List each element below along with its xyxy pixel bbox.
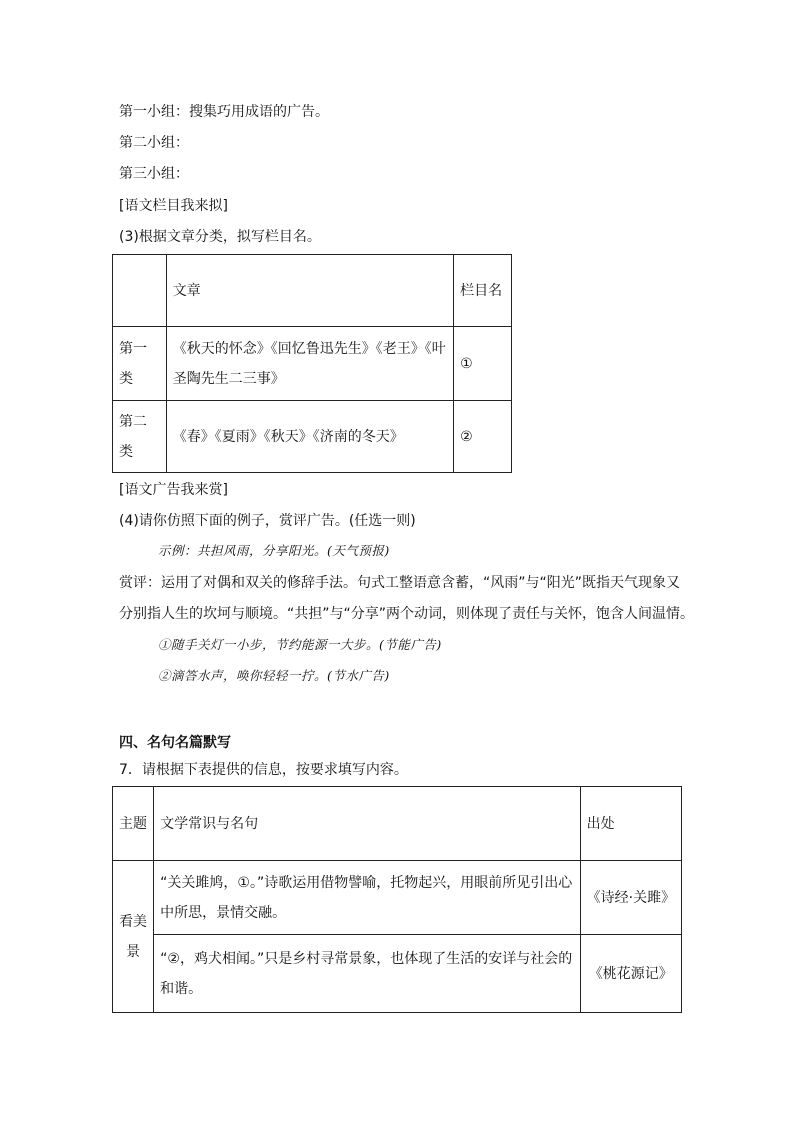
question-3: (3)根据文章分类，拟写栏目名。 xyxy=(119,229,321,245)
table-row xyxy=(113,861,682,935)
table-header-row xyxy=(113,255,512,327)
answer-blank-2[interactable]: ② xyxy=(454,401,512,473)
table-row xyxy=(113,327,512,401)
section-ad-heading: [语文广告我来赏] xyxy=(119,482,228,498)
column-name-table xyxy=(112,254,512,473)
header-theme: 主题 xyxy=(113,787,154,861)
ad-1: ①随手关灯一小步，节约能源一大步。(节能广告) xyxy=(158,637,442,652)
category-cell: 第一类 xyxy=(113,327,167,401)
ad-2: ②滴答水声，唤你轻轻一拧。(节水广告) xyxy=(158,668,390,683)
articles-cell: 《秋天的怀念》《回忆鲁迅先生》《老王》《叶圣陶先生二三事》 xyxy=(166,327,453,401)
theme-cell: 看美景 xyxy=(113,861,154,1013)
content-cell: “②，鸡犬相闻。”只是乡村寻常景象，也体现了生活的安详与社会的和谐。 xyxy=(154,935,580,1013)
group-2-line: 第二小组： xyxy=(119,135,189,151)
header-content: 文学常识与名句 xyxy=(154,787,580,861)
articles-cell: 《春》《夏雨》《秋天》《济南的冬天》 xyxy=(166,401,453,473)
table-row xyxy=(113,401,512,473)
category-cell: 第二类 xyxy=(113,401,167,473)
section-column-heading: [语文栏目我来拟] xyxy=(119,198,228,214)
review-line-2: 分别指人生的坎坷与顺境。“共担”与“分享”两个动词，则体现了责任与关怀，饱含人间温情。 xyxy=(119,606,695,622)
table-header-row xyxy=(113,787,682,861)
header-column-name: 栏目名 xyxy=(454,255,512,327)
header-empty-cell xyxy=(113,255,167,327)
question-4: (4)请你仿照下面的例子，赏评广告。(任选一则) xyxy=(119,513,416,529)
part-4-heading: 四、名句名篇默写 xyxy=(119,735,231,751)
answer-blank-1[interactable]: ① xyxy=(454,327,512,401)
group-3-line: 第三小组： xyxy=(119,166,189,182)
source-cell: 《桃花源记》 xyxy=(580,935,681,1013)
table-row xyxy=(113,935,682,1013)
example-line: 示例：共担风雨，分享阳光。(天气预报) xyxy=(158,543,390,558)
source-cell: 《诗经·关雎》 xyxy=(580,861,681,935)
group-1-line: 第一小组：搜集巧用成语的广告。 xyxy=(119,104,329,120)
question-7: 7．请根据下表提供的信息，按要求填写内容。 xyxy=(119,762,408,778)
famous-lines-table xyxy=(112,786,682,1013)
content-cell: “关关雎鸠，①。”诗歌运用借物譬喻，托物起兴，用眼前所见引出心中所思，景情交融。 xyxy=(154,861,580,935)
review-line-1: 赏评：运用了对偶和双关的修辞手法。句式工整语意含蓄，“风雨”与“阳光”既指天气现象又 xyxy=(119,575,681,591)
header-articles: 文章 xyxy=(166,255,453,327)
header-source: 出处 xyxy=(580,787,681,861)
